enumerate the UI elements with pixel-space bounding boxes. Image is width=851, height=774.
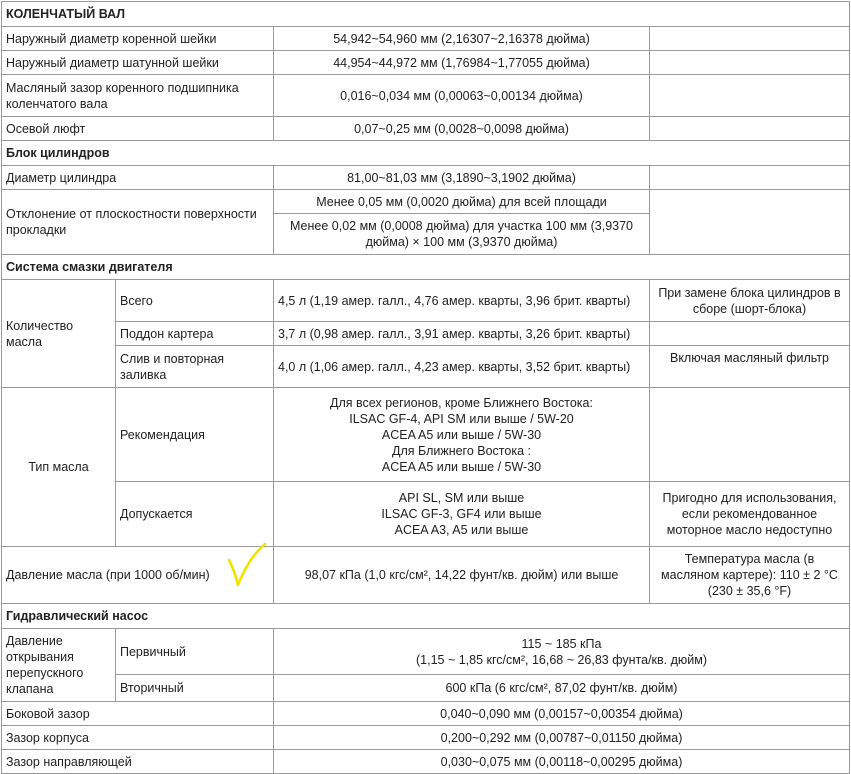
table-row bbox=[2, 117, 850, 141]
table-row bbox=[2, 166, 850, 190]
section-title-cylinder-block: Блок цилиндров bbox=[2, 141, 850, 166]
table-row bbox=[2, 280, 850, 322]
table-row bbox=[2, 388, 850, 482]
row-label: Диаметр цилиндра bbox=[2, 166, 274, 190]
row-group-label: Тип масла bbox=[2, 388, 116, 547]
row-group-label: Давление открывания перепускного клапана bbox=[2, 629, 116, 702]
row-value: 600 кПа (6 кгс/см², 87,02 фунт/кв. дюйм) bbox=[274, 675, 850, 702]
row-note bbox=[650, 388, 850, 482]
row-label: Масляный зазор коренного подшипника коленчатого вала bbox=[2, 75, 274, 117]
row-note: При замене блока цилиндров в сборе (шорт-блока) bbox=[650, 280, 850, 322]
row-note: Пригодно для использования, если рекомендованное моторное масло недоступно bbox=[650, 482, 850, 547]
oil-allowed-line: ILSAC GF-3, GF4 или выше bbox=[381, 507, 542, 521]
row-note bbox=[650, 166, 850, 190]
row-label: Зазор направляющей bbox=[2, 750, 274, 774]
row-note: Включая масляный фильтр bbox=[650, 346, 850, 388]
row-value-multiline bbox=[274, 629, 850, 675]
row-note bbox=[650, 117, 850, 141]
section-header-row bbox=[2, 604, 850, 629]
row-value: 3,7 л (0,98 амер. галл., 3,91 амер. кварты, 3,26 брит. кварты) bbox=[274, 322, 650, 346]
row-label: Осевой люфт bbox=[2, 117, 274, 141]
row-value: 0,030~0,075 мм (0,00118~0,00295 дюйма) bbox=[274, 750, 850, 774]
oil-recommendation-line: ACEA A5 или выше / 5W-30 bbox=[381, 427, 542, 442]
row-value: 81,00~81,03 мм (3,1890~3,1902 дюйма) bbox=[274, 166, 650, 190]
oil-allowed-line: ACEA A3, A5 или выше bbox=[394, 523, 529, 537]
row-value: 44,954~44,972 мм (1,76984~1,77055 дюйма) bbox=[274, 51, 650, 75]
row-value: 0,040~0,090 мм (0,00157~0,00354 дюйма) bbox=[274, 702, 850, 726]
row-note bbox=[650, 75, 850, 117]
row-group-label: Количество масла bbox=[2, 280, 116, 388]
table-row bbox=[2, 750, 850, 774]
table-row bbox=[2, 346, 850, 388]
row-label: Зазор корпуса bbox=[2, 726, 274, 750]
section-title-pump: Гидравлический насос bbox=[2, 604, 850, 629]
row-value: 54,942~54,960 мм (2,16307~2,16378 дюйма) bbox=[274, 27, 650, 51]
row-label: Наружный диаметр коренной шейки bbox=[2, 27, 274, 51]
row-value: 0,200~0,292 мм (0,00787~0,01150 дюйма) bbox=[274, 726, 850, 750]
section-title-crankshaft: КОЛЕНЧАТЫЙ ВАЛ bbox=[2, 2, 850, 27]
specifications-table bbox=[1, 1, 850, 774]
row-note bbox=[650, 51, 850, 75]
row-label: Всего bbox=[116, 280, 274, 322]
oil-recommendation-line: Для Ближнего Востока : bbox=[392, 443, 531, 458]
row-value-multiline bbox=[274, 482, 650, 547]
row-label: Отклонение от плоскостности поверхности прокладки bbox=[2, 190, 274, 255]
row-label: Наружный диаметр шатунной шейки bbox=[2, 51, 274, 75]
row-note bbox=[650, 322, 850, 346]
table-row bbox=[2, 27, 850, 51]
table-row bbox=[2, 702, 850, 726]
row-note bbox=[650, 190, 850, 255]
table-row bbox=[2, 190, 850, 214]
table-row bbox=[2, 51, 850, 75]
table-row bbox=[2, 75, 850, 117]
row-value: 0,016~0,034 мм (0,00063~0,00134 дюйма) bbox=[274, 75, 650, 117]
oil-recommendation-line: ACEA A5 или выше / 5W-30 bbox=[381, 459, 542, 474]
row-label: Слив и повторная заливка bbox=[116, 346, 274, 388]
section-title-lubrication: Система смазки двигателя bbox=[2, 255, 850, 280]
row-value: 98,07 кПа (1,0 кгс/см², 14,22 фунт/кв. дюйм) или выше bbox=[274, 547, 650, 604]
row-label: Вторичный bbox=[116, 675, 274, 702]
row-value: Менее 0,05 мм (0,0020 дюйма) для всей площади bbox=[274, 190, 650, 214]
section-header-row bbox=[2, 141, 850, 166]
row-value: 0,07~0,25 мм (0,0028~0,0098 дюйма) bbox=[274, 117, 650, 141]
row-label: Рекомендация bbox=[116, 388, 274, 482]
table-row bbox=[2, 726, 850, 750]
row-value: Менее 0,02 мм (0,0008 дюйма) для участка 100 мм (3,9370 дюйма) × 100 мм (3,9370 дюйма) bbox=[274, 214, 650, 255]
row-value: 4,0 л (1,06 амер. галл., 4,23 амер. кварты, 3,52 брит. кварты) bbox=[274, 346, 650, 388]
table-row bbox=[2, 675, 850, 702]
oil-recommendation-line: ILSAC GF-4, API SM или выше / 5W-20 bbox=[349, 411, 574, 426]
row-note: Температура масла (в масляном картере): 110 ± 2 °C (230 ± 35,6 °F) bbox=[650, 547, 850, 604]
row-value-multiline bbox=[274, 388, 650, 482]
table-row bbox=[2, 482, 850, 547]
row-value: 4,5 л (1,19 амер. галл., 4,76 амер. кварты, 3,96 брит. кварты) bbox=[274, 280, 650, 322]
row-label: Допускается bbox=[116, 482, 274, 547]
relief-primary-line: 115 ~ 185 кПа bbox=[521, 636, 602, 651]
table-row bbox=[2, 629, 850, 675]
table-row bbox=[2, 322, 850, 346]
row-note bbox=[650, 27, 850, 51]
oil-recommendation-line: Для всех регионов, кроме Ближнего Востока: bbox=[330, 395, 593, 410]
row-label: Боковой зазор bbox=[2, 702, 274, 726]
relief-primary-line: (1,15 ~ 1,85 кгс/см², 16,68 ~ 26,83 фунта/кв. дюйм) bbox=[415, 652, 707, 667]
row-label: Давление масла (при 1000 об/мин) bbox=[2, 547, 274, 604]
section-header-row bbox=[2, 255, 850, 280]
oil-allowed-line: API SL, SM или выше bbox=[398, 491, 525, 505]
row-label: Поддон картера bbox=[116, 322, 274, 346]
section-header-row bbox=[2, 2, 850, 27]
table-row bbox=[2, 547, 850, 604]
row-label: Первичный bbox=[116, 629, 274, 675]
